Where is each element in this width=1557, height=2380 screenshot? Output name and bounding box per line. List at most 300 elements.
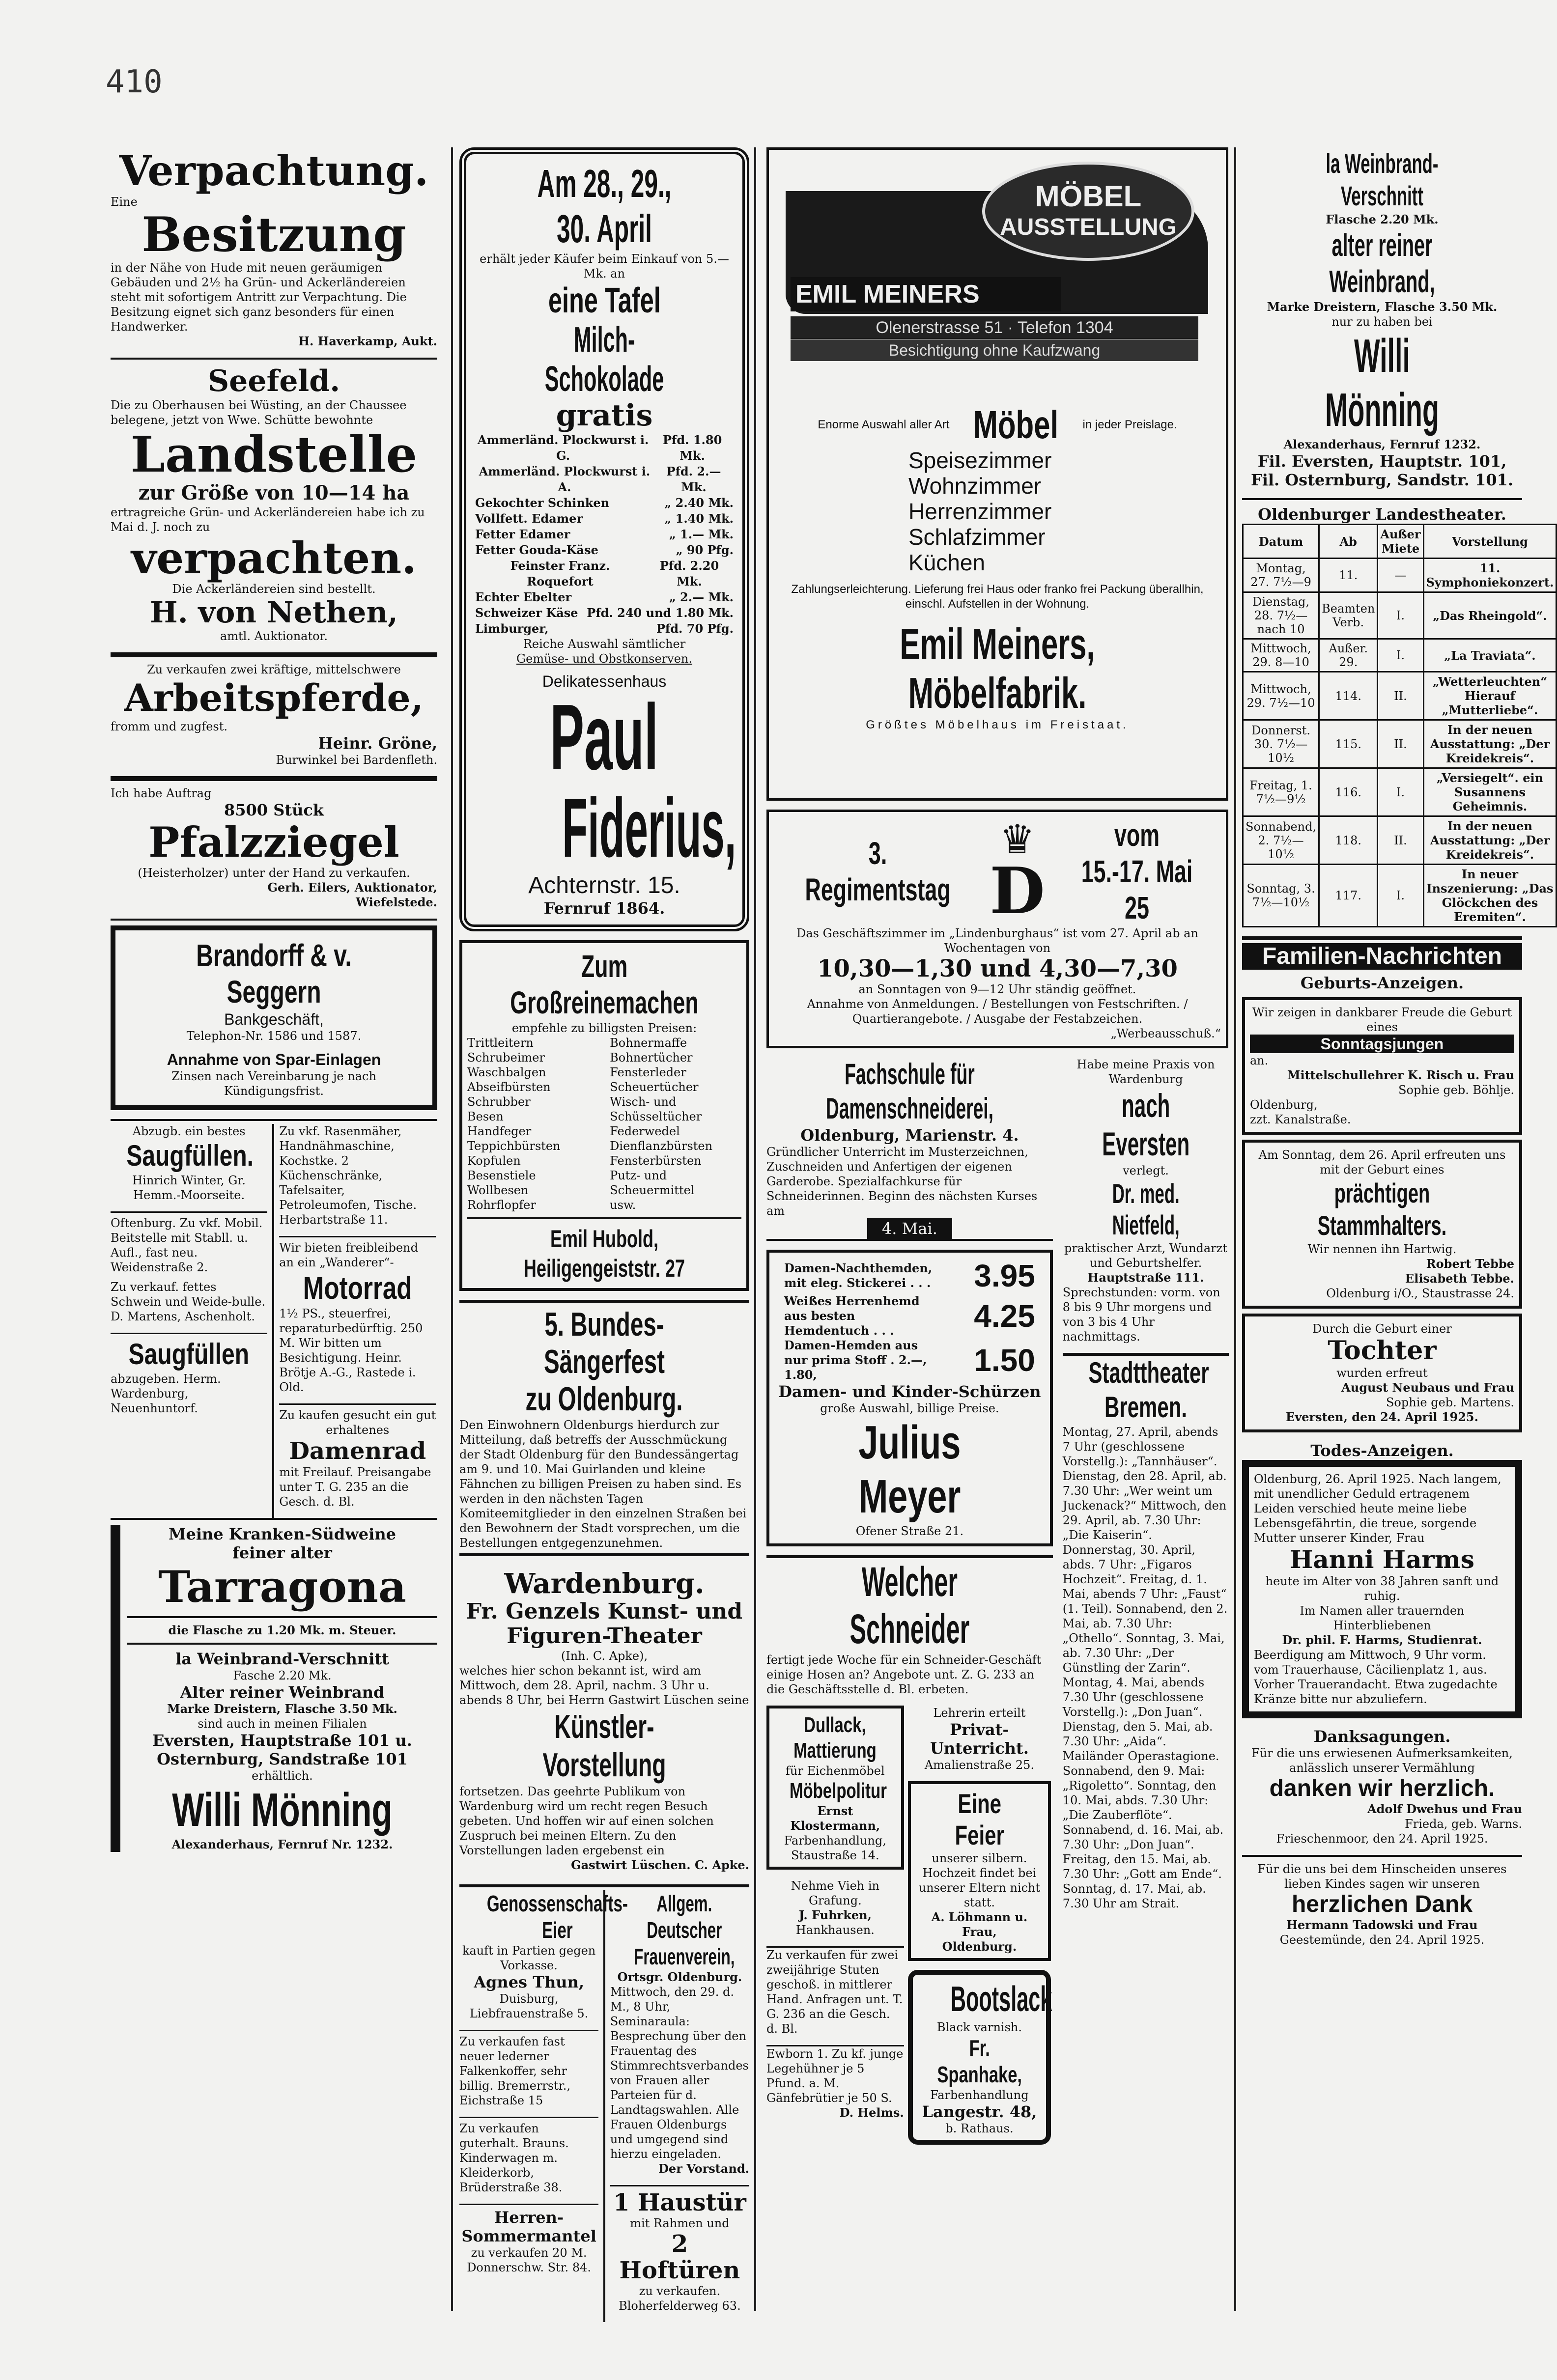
price-list [774, 1258, 1045, 1382]
ad-geburt-1 [1242, 997, 1522, 1135]
ad-text: 1½ PS., steuerfrei, reparaturbedürftig. 250 M. Wir bitten um Besichtigung. Heinr. Brötje A.-G., Rastede i. Old. [279, 1307, 423, 1394]
ad-type: Bankgeschäft, [224, 1010, 324, 1028]
table-cell: 11. [1319, 559, 1378, 592]
ad-text: abzugeben. Herm. Wardenburg, Neuenhuntorf. [111, 1372, 221, 1415]
ad-shop: Emil Hubold, Heiligengeiststr. 27 [523, 1225, 685, 1282]
table-row [1243, 720, 1557, 768]
table-cell: Mittwoch, 29. 8—10 [1243, 639, 1319, 672]
ad-name: Elisabeth Tebbe. [1405, 1271, 1514, 1286]
item-price: Pfd. 240 und 1.80 Mk. [587, 606, 734, 620]
ad-sign: Der Vorstand. [658, 2161, 749, 2176]
ad-text: Oftenburg. Zu vkf. Mobil. Beitstelle mit Stabll. u. Aufl., fast neu. Weidenstraße 2. [111, 1216, 263, 1274]
ad-role: amtl. Auktionator. [220, 629, 328, 643]
ad-text: Montag, 27. April, abends 7 Uhr (geschlossene Vorstellg.): „Tannhäuser“. Dienstag, den 28. April, ab. 7.30 Uhr: „Wer weint um Juckenack?“ Mittwoch, den 29. April, ab. 7.30 Uhr: „Die Kaiserin“. Donnerstag, 30. April, abds. 7 Uhr: „Figaros Hochzeit“. Freitag, d. 1. Mai, abends 7 Uhr: „Faust“ (1. Teil). Sonnabend, den 2. Mai, ab. 7.30 Uhr: „Othello“. Sonntag, 3. Mai, ab. 7.30 Uhr: „Der Günstling der Zarin“. Montag, 4. Mai, abends 7.30 Uhr (geschlossene Vorstellg.): „Don Juan“. Dienstag, den 5. Mai, ab. 7.30 Uhr: „Aida“. Mailänder Operastagione. Sonnabend, den 9. Mai: „Rigoletto“. Sonntag, den 10. Mai, abds. 7.30 Uhr: „Die Zauberflöte“. Sonnabend, d. 16. Mai, ab. 7.30 Uhr: „Don Juan“. Freitag, den 15. Mai, ab. 7.30 Uhr: „Gott am Ende“. Sonntag, d. 17. Mai, ab. 7.30 Uhr am Strait. [1062, 1425, 1228, 1910]
ad-small [766, 2045, 904, 2120]
list-item: Wisch- und Schüsseltücher [610, 1095, 702, 1123]
price-row [774, 1294, 1045, 1338]
item-name: Vollfett. Edamer [475, 511, 583, 526]
ad-text: mit Rahmen und [630, 2216, 730, 2230]
list-item: Federwedel [610, 1124, 680, 1138]
ad-headline: 2 Hoftüren [619, 2230, 740, 2284]
column-rule [451, 147, 453, 2311]
ad-line: Osternburg, Sandstraße 101 [157, 1750, 408, 1768]
ad-text: Den Einwohnern Oldenburgs hierdurch zur Mitteilung, daß betreffs der Ausschmückung der Stadt Oldenburg für den Bundessängertag am 9. und 10. Mai Guirlanden und kleine Fähnchen zu billigen Preisen zu haben sind. Es werden in den nächsten Tagen Komiteemitglieder in den einzelnen Straßen bei den Bewohnern der Stadt vorsprechen, um die Bestellungen entgegenzunehmen. [459, 1418, 747, 1550]
price-row [475, 558, 734, 589]
ad-small [111, 1333, 267, 1416]
ad-place: Oldenburg. [942, 1939, 1017, 1954]
section-title: Todes-Anzeigen. [1310, 1441, 1454, 1460]
ad-addr: Oldenburg, Marienstr. 4. [800, 1126, 1019, 1145]
ad-headline: 1 Haustür [613, 2189, 746, 2216]
ad-text: Abzugb. ein bestes [132, 1124, 246, 1138]
ad-sub: zu Oldenburg. [526, 1380, 683, 1418]
ad-feier [908, 1781, 1051, 1961]
ad-small [459, 2204, 598, 2275]
ad-title: Fachschule für Damenschneiderei, [825, 1058, 993, 1125]
ad-hours: Sprechstunden: vorm. von 8 bis 9 Uhr morgens und von 3 bis 4 Uhr nachmittags. [1062, 1286, 1220, 1344]
ad-line: Eversten, Hauptstraße 101 u. [152, 1731, 412, 1750]
ad-headline: danken wir herzlich. [1269, 1775, 1495, 1801]
small-ads-grid [459, 1884, 749, 2322]
ad-headline: Pfalzziegel [148, 818, 399, 867]
ad-text: Wir zeigen in dankbarer Freude die Geburt eines [1252, 1006, 1512, 1034]
section-familien [1242, 936, 1522, 1432]
column-4 [1242, 147, 1554, 2311]
firm-name: EMIL MEINERS [791, 277, 1061, 311]
ad-headline: nach Eversten [1102, 1087, 1190, 1163]
ad-title: Zum Großreinemachen [510, 949, 699, 1020]
col3-lower [766, 1057, 1228, 2154]
ad-sub: Ortsgr. Oldenburg. [617, 1970, 742, 1984]
ad-verpachtung [111, 147, 437, 349]
ad-text: an Sonntagen von 9—12 Uhr ständig geöffnet. [858, 982, 1136, 996]
ad-addr: Langestr. 48, [922, 2102, 1037, 2121]
ad-place: Hankhausen. [795, 1923, 875, 1937]
ad-place: Oldenburg i/O., Staustrasse 24. [1326, 1287, 1514, 1300]
table-cell: 115. [1319, 720, 1378, 768]
ad-place: Burwinkel bei Bardenfleth. [276, 753, 437, 767]
table-cell: „Versiegelt“. ein Susannens Geheimnis. [1423, 768, 1557, 816]
ad-place: Duisburg, [499, 1992, 559, 2006]
ad-name: Hanni Harms [1290, 1545, 1474, 1574]
item-price: Pfd. 2.20 Mk. [659, 559, 719, 588]
ad-todes [1242, 1460, 1522, 1718]
ad-pfalzziegel [111, 786, 437, 910]
ad-place: Wiefelstede. [356, 895, 437, 909]
ad-addr: Alexanderhaus, Fernruf Nr. 1232. [171, 1837, 393, 1851]
table-cell: In der neuen Ausstattung: „Der Kreidekreis“. [1423, 720, 1557, 768]
ad-title: Oldenburger Landestheater. [1258, 505, 1506, 524]
item-name: Fetter Gouda-Käse [475, 543, 598, 557]
ad-headline: Saugfüllen [128, 1338, 250, 1371]
ad-headline: Mattierung [793, 1738, 877, 1763]
ad-headline: 3. Regimentstag [805, 836, 951, 907]
badge-text: AUSSTELLUNG [1000, 214, 1177, 240]
ad-sign: „Werbeausschuß.“ [1110, 1027, 1221, 1040]
ad-firm: Emil Meiners, Möbelfabrik. [900, 619, 1095, 717]
ad-branch: Fil. Osternburg, Sandstr. 101. [1250, 471, 1514, 489]
list-item: Schrubber [467, 1095, 531, 1109]
ad-moebel [766, 147, 1228, 801]
ad-name: Sophie geb. Martens. [1386, 1396, 1514, 1409]
price-row [475, 495, 734, 511]
crown-icon: ♛ [999, 816, 1035, 862]
column-rule [754, 147, 756, 2311]
small-ads-left [459, 1890, 628, 2322]
ad-times: 10,30—1,30 und 4,30—7,30 [817, 955, 1178, 982]
ad-title: Allgem. Deutscher Frauenverein, [634, 1891, 735, 1969]
col3-mini-grid [766, 1706, 1053, 2154]
ad-headline: Stadttheater [1088, 1356, 1209, 1389]
ad-headline: Privat-Unterricht. [930, 1720, 1029, 1758]
ad-date: 4. Mai. [867, 1218, 952, 1239]
ad-headline: eine Tafel [548, 281, 661, 320]
list-item: Handfeger [467, 1124, 532, 1138]
ad-stadttheater [1063, 1353, 1229, 1911]
ad-name: D. Helms. [839, 2105, 904, 2120]
ad-note: Die Ackerländereien sind bestellt. [172, 582, 376, 596]
ad-headline: Milch-Schokolade [544, 320, 664, 399]
item-name: Weißes Herrenhemd aus besten Hemdentuch . . . [784, 1294, 920, 1338]
ad-note: Gemüse- und Obstkonserven. [516, 652, 693, 666]
list-item: Rohrflopfer [467, 1198, 536, 1212]
table-cell: 114. [1319, 672, 1378, 720]
moebel-line [776, 402, 1219, 448]
table-row [1243, 592, 1557, 639]
ad-text: Am Sonntag, dem 26. April erfreuten uns mit der Geburt eines [1258, 1148, 1506, 1176]
item-columns [467, 1036, 741, 1212]
ad-dates: Am 28., 29., 30. April [537, 162, 672, 251]
ad-text: an. [1250, 1054, 1269, 1067]
item-price: „ 1.40 Mk. [664, 511, 734, 526]
col3-lower-left [766, 1057, 1053, 2154]
ad-sign: Gastwirt Lüschen. C. Apke. [571, 1858, 749, 1872]
section-title: Familien-Nachrichten [1242, 943, 1522, 970]
price-list [475, 432, 734, 637]
ad-intro: Ich habe Auftrag [111, 786, 212, 800]
ad-praxis [1063, 1057, 1229, 1344]
section-title: Danksagungen. [1313, 1727, 1451, 1746]
ad-small [766, 1946, 904, 2036]
ad-terms: Zahlungserleichterung. Lieferung frei Haus oder franko frei Packung überallhin, einschl. Aufstellen in der Wohnung. [791, 583, 1204, 611]
list-item: Abseifbürsten [467, 1080, 551, 1094]
ad-headline: Dullack, [804, 1713, 867, 1737]
price-row [774, 1338, 1045, 1382]
item-name: Gekochter Schinken [475, 496, 610, 510]
item-list [467, 1036, 599, 1212]
ad-haustuer [610, 2185, 749, 2313]
ad-headline: Möbelpolitur [789, 1779, 887, 1803]
list-item: Waschbalgen [467, 1065, 546, 1079]
item-price: 1.50 [974, 1343, 1035, 1378]
ad-headline: Motorrad [303, 1270, 412, 1306]
price-row [475, 432, 734, 464]
ad-type: Farbenhandlung [930, 2088, 1029, 2102]
ad-name: Fr. Spanhake, [937, 2035, 1022, 2087]
ad-addr: Achternstr. 15. [528, 872, 680, 898]
ad-headline: Saugfüllen. [126, 1139, 254, 1172]
ad-place: Frieschenmoor, den 24. April 1925. [1276, 1832, 1488, 1846]
ad-text: in jeder Preislage. [1082, 418, 1177, 431]
ad-addr: Alexanderhaus, Fernruf 1232. [1283, 437, 1481, 451]
ad-name: Dr. med. Nietfeld, [1112, 1178, 1180, 1240]
table-cell: Mittwoch, 29. 7½—10 [1243, 672, 1319, 720]
table-cell: Donnerst. 30. 7½—10½ [1243, 720, 1319, 768]
ad-seefeld [111, 364, 437, 644]
ad-name: Mittelschullehrer K. Risch u. Frau [1287, 1068, 1514, 1082]
ad-headline: Genossenschafts-Eier [486, 1891, 628, 1943]
ad-name: Hermann Tadowski und Frau [1286, 1918, 1478, 1932]
item-name: Limburger, [475, 621, 549, 636]
ad-shop: Delikatessenhaus [542, 672, 667, 690]
price-row [475, 605, 734, 621]
ad-name: Willi Mönning [1325, 330, 1439, 436]
ad-text: verlegt. [1123, 1164, 1169, 1177]
ad-intro: Meine Kranken-Südweine [169, 1525, 396, 1543]
ad-addr: Bloherfelderweg 63. [619, 2299, 741, 2313]
small-ads-right [610, 1890, 749, 2322]
ad-name: Willi Mönning [172, 1784, 393, 1836]
column-2 [459, 147, 749, 2311]
table-cell: 117. [1319, 865, 1378, 927]
ad-claim: Größtes Möbelhaus im Freistaat. [866, 718, 1129, 731]
ad-name: Sophie geb. Böhlje. [1398, 1083, 1514, 1097]
col3-mini-left [766, 1706, 904, 2154]
ad-line: Fasche 2.20 Mk. [233, 1669, 332, 1682]
ad-place: Geestemünde, den 24. April 1925. [1279, 1933, 1485, 1947]
item-name: Echter Ebelter [475, 590, 572, 604]
ad-text: in der Nähe von Hude mit neuen geräumigen Gebäuden und 2½ ha Grün- und Ackerländereien steht mit sofortigem Antritt zur Verpachtung. Die Besitzung eignet sich ganz besonders für einen Handwerker. [111, 261, 407, 334]
ad-owner: (Inh. C. Apke), [561, 1649, 648, 1663]
ad-landestheater [1242, 505, 1554, 927]
ad-text: Zu kaufen gesucht ein gut erhaltenes [279, 1408, 436, 1437]
ad-branch: Fil. Eversten, Hauptstr. 101, [1257, 452, 1507, 471]
item-price: 4.25 [974, 1298, 1035, 1334]
ad-name: H. von Nethen, [150, 595, 398, 630]
ad-dank-2 [1242, 1862, 1522, 1947]
item-price: „ 2.40 Mk. [664, 496, 734, 510]
table-cell: Montag, 27. 7½—9 [1243, 559, 1319, 592]
room-item: Schlafzimmer [908, 524, 1046, 550]
price-row [475, 464, 734, 495]
ad-headline: Besitzung [142, 207, 406, 262]
ad-line: la Weinbrand-Verschnitt [175, 1650, 389, 1668]
price-row [475, 542, 734, 558]
ad-headline: alter reiner Weinbrand, [1329, 227, 1435, 299]
list-item: Kopfulen [467, 1154, 521, 1168]
table-cell: Außer. 29. [1319, 639, 1378, 672]
ad-headline: Bootslack [950, 1980, 1052, 2019]
table-header: Datum [1243, 525, 1319, 559]
list-item: Fensterleder [610, 1065, 686, 1079]
ad-text: Flasche 2.20 Mk. [1326, 212, 1439, 226]
ad-name: Frieda, geb. Warns. [1405, 1817, 1522, 1831]
ad-name: Julius Meyer [858, 1416, 961, 1523]
column-1 [111, 147, 437, 2311]
price-row [475, 589, 734, 605]
table-row [1243, 672, 1557, 720]
ad-text: nur zu haben bei [1331, 315, 1433, 329]
table-header: Ab [1319, 525, 1378, 559]
room-item: Speisezimmer [908, 448, 1052, 473]
regiment-header [774, 817, 1221, 926]
room-item: Küchen [908, 550, 986, 575]
ad-text: wurden erfreut [1336, 1366, 1428, 1380]
ad-intro: Eine [111, 195, 138, 209]
ad-name: Robert Tebbe [1426, 1257, 1514, 1271]
table-row [1243, 559, 1557, 592]
table-cell: I. [1378, 865, 1423, 927]
ad-bootslack [908, 1970, 1051, 2145]
ad-text: Für die uns erwiesenen Aufmerksamkeiten, anlässlich unserer Vermählung [1251, 1746, 1513, 1775]
table-cell: In der neuen Ausstattung: „Der Kreidekreis“. [1423, 816, 1557, 865]
list-item: Besenstiele [467, 1169, 536, 1182]
ad-text: für Eichenmöbel [786, 1764, 885, 1778]
ad-addr: Liebfrauenstraße 5. [469, 2007, 589, 2020]
rooms-list [776, 448, 1219, 575]
ad-name: A. Löhmann u. Frau, [931, 1910, 1028, 1939]
ad-text: Für die uns bei dem Hinscheiden unseres lieben Kindes sagen wir unseren [1257, 1862, 1507, 1891]
item-name: Feinster Franz. Roquefort [510, 559, 610, 588]
ad-text: Das Geschäftszimmer im „Lindenburghaus“ ist vom 27. April ab an Wochentagen von [796, 926, 1198, 955]
ad-text: Die zu Oberhausen bei Wüsting, an der Chaussee belegene, jetzt von Wwe. Schütte bewohnte [111, 398, 407, 427]
ad-sub: große Auswahl, billige Preise. [820, 1401, 999, 1415]
moebel-banner [776, 157, 1219, 402]
column-rule [1234, 147, 1236, 2311]
ad-grossreinemachen [459, 940, 749, 1291]
ad-headline: Welcher Schneider [849, 1559, 970, 1652]
small-ads-right [279, 1124, 436, 1518]
table-cell: Freitag, 1. 7½—9½ [1243, 768, 1319, 816]
ad-small [279, 1403, 436, 1509]
ad-name: Agnes Thun, [474, 1973, 584, 1991]
ad-name: Heinr. Gröne, [318, 734, 437, 753]
col3-lower-right [1063, 1057, 1229, 2154]
item-price: Pfd. 2.— Mk. [666, 464, 721, 494]
ad-text: Zu verkaufen guterhalt. Brauns. Kinderwagen m. Kleiderkorb, Brüderstraße 38. [459, 2122, 569, 2194]
ad-name: Adolf Dwehus und Frau [1367, 1802, 1522, 1816]
ad-tarragona [111, 1525, 437, 1852]
list-item: Besen [467, 1110, 504, 1123]
ad-name: Fr. Genzels Kunst- und [466, 1599, 743, 1624]
ad-arbeitspferde [111, 662, 437, 767]
ad-addr: Hauptstraße 111. [1087, 1270, 1204, 1285]
ad-line: die Flasche zu 1.20 Mk. m. Steuer. [168, 1623, 396, 1637]
column-3 [766, 147, 1228, 2311]
ad-sub: Damen- und Kinder-Schürzen [778, 1382, 1041, 1401]
item-price: „ 2.— Mk. [669, 590, 734, 604]
badge-text: MÖBEL [1035, 180, 1142, 213]
ad-small [459, 2030, 598, 2108]
table-cell: Dienstag, 28. 7½—nach 10 [1243, 592, 1319, 639]
price-row [475, 511, 734, 527]
ad-text: Marke Dreistern, Flasche 3.50 Mk. [1267, 300, 1498, 314]
ad-headline: herzlichen Dank [1291, 1891, 1473, 1917]
ad-headline: Künstler-Vorstellung [542, 1708, 666, 1784]
ad-text: unserer silbern. Hochzeit findet bei unserer Eltern nicht statt. [918, 1851, 1041, 1909]
small-ads-left [111, 1124, 267, 1518]
list-item: Bohnermaffe [610, 1036, 687, 1050]
table-cell: Beamten Verb. [1319, 592, 1378, 639]
page-number: 410 [106, 64, 163, 100]
ad-name: Ernst Klostermann, [790, 1804, 880, 1833]
table-cell: Sonntag, 3. 7½—10½ [1243, 865, 1319, 927]
ad-line: Alter reiner Weinbrand [180, 1683, 385, 1702]
ad-name: Figuren-Theater [507, 1624, 702, 1649]
ad-figurentheater [459, 1565, 749, 1876]
list-item: Teppichbürsten [467, 1139, 561, 1153]
ad-headline: Arbeitspferde, [124, 676, 424, 720]
ad-tel: Fernruf 1864. [543, 899, 665, 918]
ad-headline: vom 15.-17. Mai 25 [1081, 817, 1193, 925]
ad-headline: la Weinbrand-Verschnitt [1326, 148, 1439, 211]
price-row [475, 527, 734, 542]
section-sub: Geburts-Anzeigen. [1300, 974, 1464, 992]
ad-text: Im Namen aller trauernden Hinterbliebenen [1300, 1604, 1465, 1632]
table-cell: „Wetterleuchten“ Hierauf „Mutterliebe“. [1423, 672, 1557, 720]
ad-weinbrand [1242, 147, 1522, 489]
ad-tel: Telephon-Nr. 1586 und 1587. [186, 1029, 362, 1043]
ad-text: Zu verkaufen fast neuer lederner Falkenkoffer, sehr billig. Bremerrstr., Eichstraße 15 [459, 2035, 570, 2107]
table-row [1243, 639, 1557, 672]
ad-type: Farbenhandlung, [784, 1834, 886, 1848]
ad-text: Zu verkauf. fettes Schwein und Weide-bulle. D. Martens, Aschenholt. [111, 1280, 266, 1323]
ad-lehrerin [908, 1706, 1051, 1772]
ad-sub: Black varnish. [936, 2020, 1022, 2034]
table-cell: — [1378, 559, 1423, 592]
item-price: Pfd. 1.80 Mk. [662, 433, 722, 463]
table-header: Außer Miete [1378, 525, 1423, 559]
ad-text: Wir bieten freibleibend an ein „Wanderer“- [279, 1241, 418, 1269]
ad-name: Gerh. Eilers, Auktionator, [267, 880, 437, 895]
ad-addr: b. Rathaus. [945, 2122, 1014, 2135]
ad-intro: feiner alter [232, 1543, 332, 1562]
item-list [610, 1036, 741, 1212]
room-item: Herrenzimmer [908, 499, 1052, 524]
ad-small [459, 2117, 598, 2195]
ad-headline: Sonntagsjungen [1250, 1035, 1514, 1053]
ad-title: Seefeld. [207, 364, 340, 398]
list-item: Schrubeimer [467, 1051, 545, 1064]
list-item: Fensterbürsten [610, 1154, 702, 1168]
ad-text: Beerdigung am Mittwoch, 9 Uhr vorm. vom Trauerhause, Cäcilienplatz 1, aus. Vorher Trauerandacht. Etwa zugedachte Kränze bitte nur abzuliefern. [1254, 1648, 1498, 1706]
table-cell: II. [1378, 720, 1423, 768]
ad-fachschule [766, 1057, 1053, 1241]
ad-small [111, 1124, 267, 1203]
ad-text: ertragreiche Grün- und Ackerländereien habe ich zu Mai d. J. noch zu [111, 505, 425, 534]
table-cell: I. [1378, 639, 1423, 672]
ad-sub: Bremen. [1104, 1391, 1188, 1424]
ad-text: Mittwoch, den 29. d. M., 8 Uhr, Seminaraula: Besprechung über den Frauentag des Stimmrechtsverbandes von Frauen aller Parteien für d. Landtagswahlen. Alle Frauen Oldenburgs und umgegend sind hierzu eingeladen. [610, 1985, 749, 2161]
table-header: Vorstellung [1423, 525, 1557, 559]
ad-addr: zzt. Kanalstraße. [1250, 1113, 1351, 1126]
ad-intro: Zu verkaufen zwei kräftige, mittelschwere [147, 663, 401, 676]
list-item: Putz- und Scheuermittel [610, 1169, 695, 1197]
price-row [774, 1258, 1045, 1294]
ad-text: Lehrerin erteilt [933, 1706, 1026, 1720]
item-price: „ 1.— Mk. [669, 527, 734, 541]
ad-bank [111, 925, 437, 1110]
ad-text: Ewborn 1. Zu kf. junge Legehühner je 5 Pfund. a. M. Gänfebrütier je 50 S. [766, 2047, 904, 2105]
ad-geburt-2 [1242, 1140, 1522, 1309]
ad-text: zu verkaufen 20 M. Donnerschw. Str. 84. [467, 2246, 591, 2274]
table-cell: 118. [1319, 816, 1378, 865]
ad-headline: Eine Feier [955, 1788, 1004, 1850]
ad-owner: Paul [550, 685, 659, 789]
ad-text: erhält jeder Käufer beim Einkauf von 5.— Mk. an [480, 252, 729, 280]
ad-frauenverein [610, 1890, 749, 2176]
price-row [475, 621, 734, 637]
